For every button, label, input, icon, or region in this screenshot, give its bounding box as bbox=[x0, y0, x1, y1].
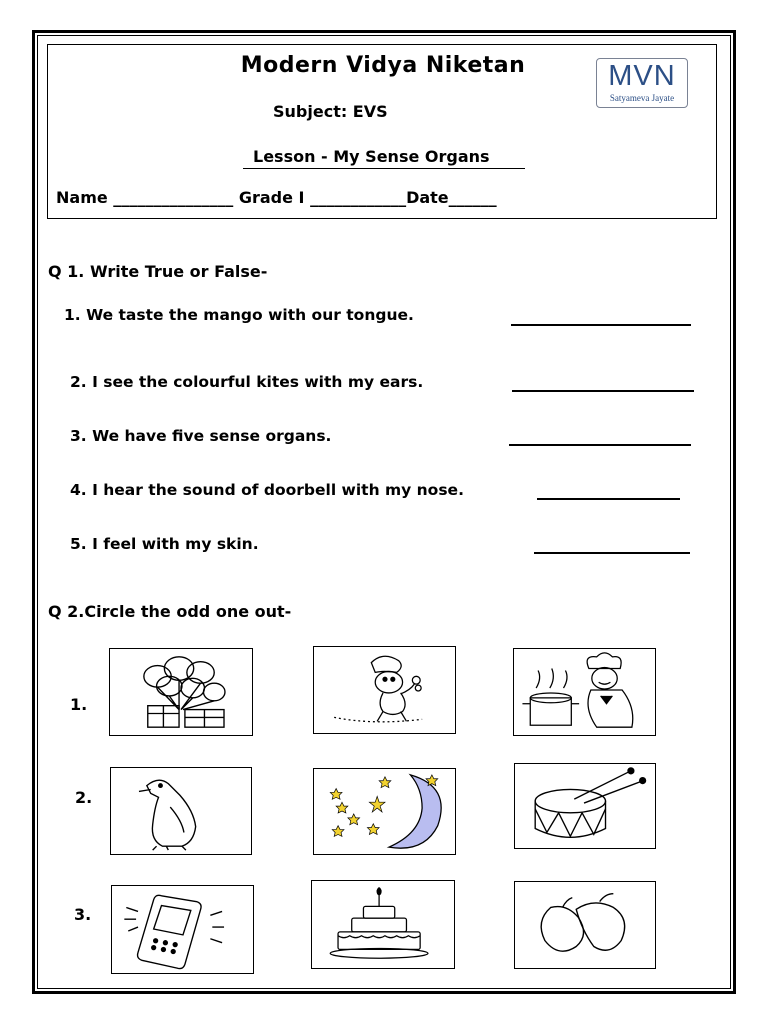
smurf-smelling-flower-icon[interactable] bbox=[313, 646, 456, 734]
q2-row-label-3: 3. bbox=[74, 905, 92, 924]
q1-item-4: 4. I hear the sound of doorbell with my nose. bbox=[70, 481, 464, 499]
q1-item-5: 5. I feel with my skin. bbox=[70, 535, 259, 553]
moon-stars-icon[interactable] bbox=[313, 768, 456, 855]
q1-answer-blank-5[interactable] bbox=[534, 551, 690, 554]
q1-item-2: 2. I see the colourful kites with my ears. bbox=[70, 373, 424, 391]
q1-answer-blank-4[interactable] bbox=[537, 497, 680, 500]
logo-text: MVN bbox=[608, 60, 676, 92]
q1-item-1: 1. We taste the mango with our tongue. bbox=[64, 306, 414, 324]
q2-heading: Q 2.Circle the odd one out- bbox=[48, 602, 292, 621]
q1-answer-blank-1[interactable] bbox=[511, 323, 691, 326]
mangoes-icon[interactable] bbox=[514, 881, 656, 969]
q1-answer-blank-3[interactable] bbox=[509, 443, 691, 446]
logo-tagline: Satyameva Jayate bbox=[609, 93, 675, 103]
q2-row-label-1: 1. bbox=[70, 695, 88, 714]
school-logo bbox=[596, 58, 688, 108]
q1-item-3: 3. We have five sense organs. bbox=[70, 427, 332, 445]
q1-answer-blank-2[interactable] bbox=[512, 389, 694, 392]
school-name: Modern Vidya Niketan bbox=[240, 53, 526, 78]
balloons-gifts-icon[interactable] bbox=[109, 648, 253, 736]
chef-cooking-icon[interactable] bbox=[513, 648, 656, 736]
birthday-cake-icon[interactable] bbox=[311, 880, 455, 969]
q2-row-label-2: 2. bbox=[75, 788, 93, 807]
subject-label: Subject: EVS bbox=[273, 102, 388, 121]
drum-icon[interactable] bbox=[514, 763, 656, 849]
q1-heading: Q 1. Write True or False- bbox=[48, 262, 268, 281]
mobile-phone-icon[interactable] bbox=[111, 885, 254, 974]
lesson-underline bbox=[243, 168, 525, 169]
name-grade-date-row: Name _______________ Grade I ____________Date______ bbox=[56, 188, 497, 207]
lesson-title: Lesson - My Sense Organs bbox=[253, 147, 490, 166]
penguin-icon[interactable] bbox=[110, 767, 252, 855]
worksheet-header bbox=[47, 44, 717, 219]
